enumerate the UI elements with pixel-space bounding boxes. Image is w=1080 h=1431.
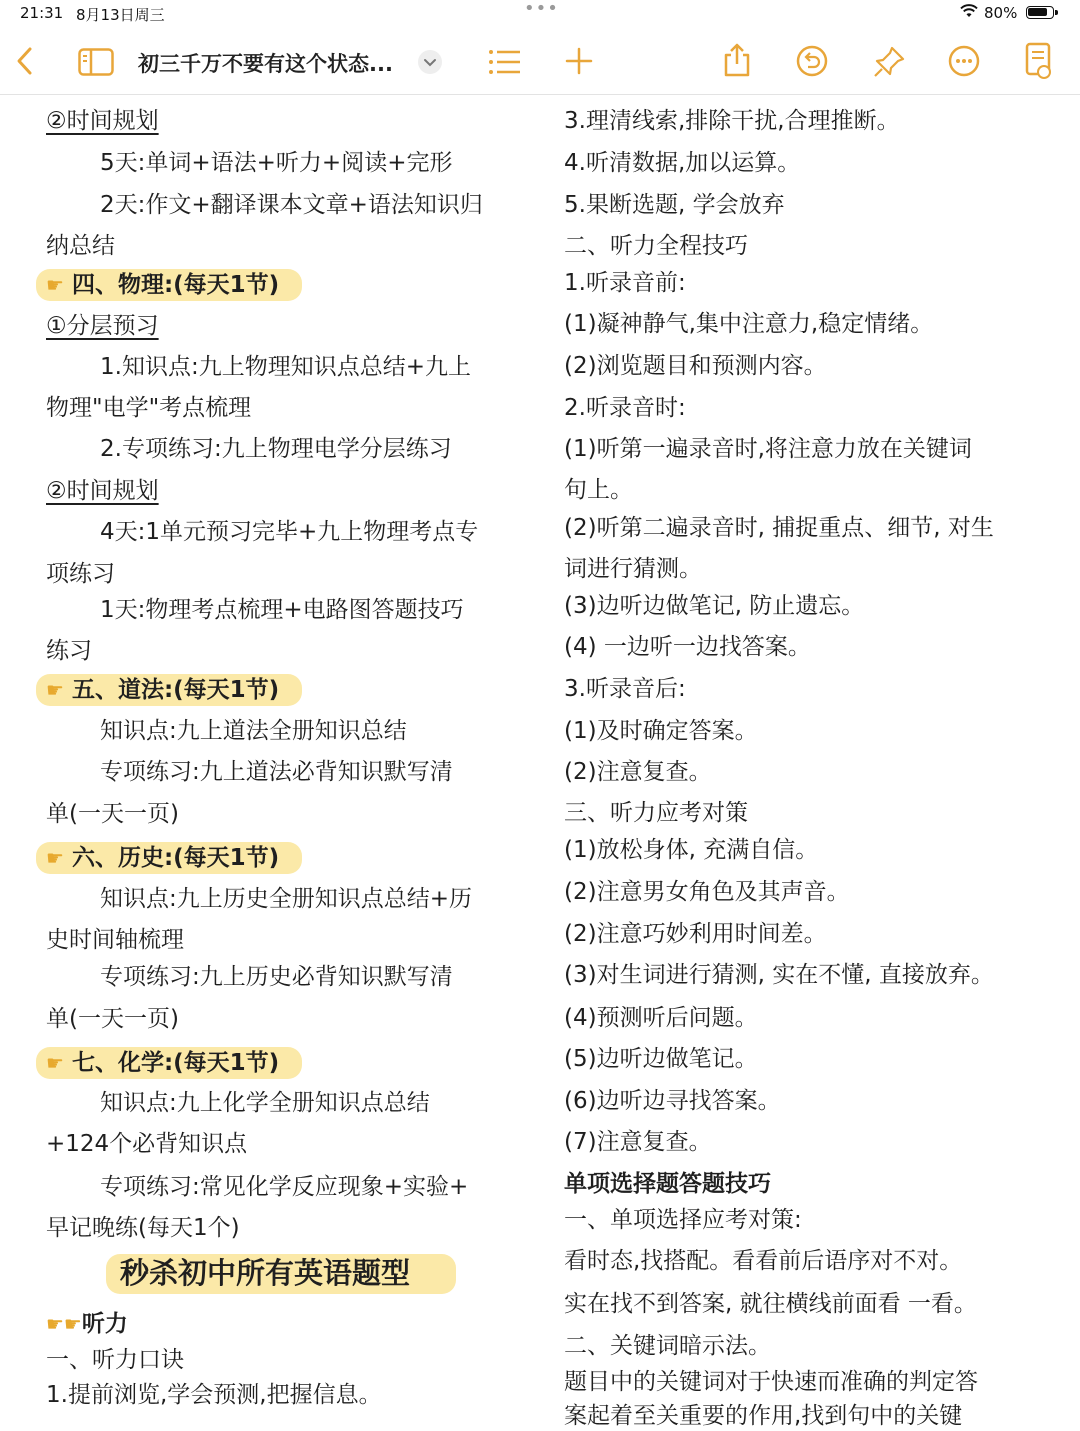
note-line: 专项练习:九上道法必背知识默写清 bbox=[100, 759, 453, 785]
note-line: 案起着至关重要的作用,找到句中的关键 bbox=[564, 1403, 963, 1429]
note-line: (7)注意复查。 bbox=[564, 1129, 712, 1155]
note-line: (1)听第一遍录音时,将注意力放在关键词 bbox=[564, 436, 972, 462]
note-line: 项练习 bbox=[46, 561, 115, 587]
note-line: (1)凝神静气,集中注意力,稳定情绪。 bbox=[564, 311, 934, 337]
note-line: 词进行猜测。 bbox=[564, 556, 702, 582]
note-line: 5.果断选题, 学会放弃 bbox=[564, 192, 785, 218]
note-line: 实在找不到答案, 就往横线前面看 一看。 bbox=[564, 1291, 977, 1317]
note-line: (2)注意巧妙利用时间差。 bbox=[564, 921, 827, 947]
note-line: 2.听录音时: bbox=[564, 395, 686, 421]
big-heading: 秒杀初中所有英语题型 bbox=[120, 1256, 411, 1290]
notes-icon[interactable] bbox=[1024, 42, 1054, 80]
note-line: (2)浏览题目和预测内容。 bbox=[564, 353, 827, 379]
status-time: 21:31 bbox=[20, 4, 64, 22]
note-line: (2)注意男女角色及其声音。 bbox=[564, 879, 850, 905]
note-line: ②时间规划 bbox=[46, 108, 159, 134]
note-line: 单(一天一页) bbox=[46, 1006, 179, 1032]
back-chevron-icon[interactable] bbox=[14, 46, 36, 76]
note-line: 三、听力应考对策 bbox=[564, 800, 748, 826]
note-heading: 单项选择题答题技巧 bbox=[564, 1171, 771, 1197]
section-heading: ☛ 六、历史:(每天1节) bbox=[46, 845, 280, 871]
more-icon[interactable] bbox=[948, 45, 980, 77]
pointing-hand-icon: ☛ bbox=[46, 1051, 64, 1075]
chevron-down-icon bbox=[418, 50, 442, 74]
note-line: (2)注意复查。 bbox=[564, 759, 712, 785]
status-date: 8月13日周三 bbox=[76, 6, 165, 24]
note-line: 句上。 bbox=[564, 477, 633, 503]
note-line: 4.听清数据,加以运算。 bbox=[564, 150, 801, 176]
note-line: (3)对生词进行猜测, 实在不懂, 直接放弃。 bbox=[564, 962, 994, 988]
sidebar-icon[interactable] bbox=[78, 48, 114, 76]
title-menu-button[interactable] bbox=[418, 50, 442, 74]
note-line: 二、听力全程技巧 bbox=[564, 233, 748, 259]
note-line: 3.理清线索,排除干扰,合理推断。 bbox=[564, 108, 900, 134]
pin-icon[interactable] bbox=[872, 45, 906, 79]
pointing-hand-icon: ☛ bbox=[46, 678, 64, 702]
note-line: (1)放松身体, 充满自信。 bbox=[564, 837, 819, 863]
status-bar bbox=[0, 0, 1080, 28]
note-line: 1天:物理考点梳理+电路图答题技巧 bbox=[100, 597, 464, 623]
battery-percent: 80% bbox=[984, 4, 1018, 22]
document-title[interactable]: 初三千万不要有这个状态... bbox=[138, 52, 393, 76]
share-icon[interactable] bbox=[722, 42, 752, 78]
note-line: 4天:1单元预习完毕+九上物理考点专 bbox=[100, 519, 479, 545]
note-line: (2)听第二遍录音时, 捕捉重点、细节, 对生 bbox=[564, 515, 994, 541]
subheading: ☛☛听力 bbox=[46, 1311, 128, 1337]
pointing-hand-icon: ☛ bbox=[46, 846, 64, 870]
note-line: 单(一天一页) bbox=[46, 801, 179, 827]
note-line: (1)及时确定答案。 bbox=[564, 718, 758, 744]
note-line: 一、单项选择应考对策: bbox=[564, 1207, 802, 1233]
note-line: (4)预测听后问题。 bbox=[564, 1005, 758, 1031]
wifi-icon bbox=[960, 4, 978, 18]
note-line: 2.专项练习:九上物理电学分层练习 bbox=[100, 436, 452, 462]
note-line: 一、听力口诀 bbox=[46, 1347, 184, 1373]
note-line: (5)边听边做笔记。 bbox=[564, 1046, 758, 1072]
section-heading: ☛ 四、物理:(每天1节) bbox=[46, 272, 280, 298]
note-line: 二、关键词暗示法。 bbox=[564, 1333, 771, 1359]
note-line: 2天:作文+翻译课本文章+语法知识归 bbox=[100, 192, 483, 218]
section-heading: ☛ 五、道法:(每天1节) bbox=[46, 677, 280, 703]
note-line: 纳总结 bbox=[46, 233, 115, 259]
note-line: 3.听录音后: bbox=[564, 676, 686, 702]
note-line: 专项练习:九上历史必背知识默写清 bbox=[100, 964, 453, 990]
note-line: 早记晚练(每天1个) bbox=[46, 1215, 240, 1241]
note-line: 题目中的关键词对于快速而准确的判定答 bbox=[564, 1369, 978, 1395]
note-line: 知识点:九上道法全册知识总结 bbox=[100, 718, 407, 744]
note-line: ②时间规划 bbox=[46, 478, 159, 504]
note-line: 物理"电学"考点梳理 bbox=[46, 395, 252, 421]
note-line: ①分层预习 bbox=[46, 313, 159, 339]
note-line: 1.听录音前: bbox=[564, 270, 686, 296]
note-line: 知识点:九上历史全册知识点总结+历 bbox=[100, 886, 473, 912]
note-line: 1.提前浏览,学会预测,把握信息。 bbox=[46, 1382, 382, 1408]
note-line: 练习 bbox=[46, 638, 92, 664]
note-line: 史时间轴梳理 bbox=[46, 927, 184, 953]
note-line: 看时态,找搭配。看看前后语序对不对。 bbox=[564, 1248, 963, 1274]
pointing-hand-icon: ☛☛ bbox=[46, 1312, 82, 1336]
note-line: 专项练习:常见化学反应现象+实验+ bbox=[100, 1174, 469, 1200]
section-heading: ☛ 七、化学:(每天1节) bbox=[46, 1050, 280, 1076]
note-line: (3)边听边做笔记, 防止遗忘。 bbox=[564, 593, 865, 619]
multitask-dots[interactable]: ••• bbox=[524, 0, 559, 19]
list-icon[interactable] bbox=[488, 48, 522, 76]
note-line: +124个必背知识点 bbox=[46, 1131, 248, 1157]
note-line: 1.知识点:九上物理知识点总结+九上 bbox=[100, 354, 471, 380]
note-line: 知识点:九上化学全册知识点总结 bbox=[100, 1090, 430, 1116]
note-line: (6)边听边寻找答案。 bbox=[564, 1088, 781, 1114]
note-line: (4) 一边听一边找答案。 bbox=[564, 634, 811, 660]
pointing-hand-icon: ☛ bbox=[46, 273, 64, 297]
note-line: 5天:单词+语法+听力+阅读+完形 bbox=[100, 150, 453, 176]
plus-icon[interactable] bbox=[564, 46, 594, 76]
battery-icon bbox=[1026, 6, 1054, 19]
undo-icon[interactable] bbox=[796, 45, 828, 77]
notes-toolbar bbox=[0, 30, 1080, 95]
